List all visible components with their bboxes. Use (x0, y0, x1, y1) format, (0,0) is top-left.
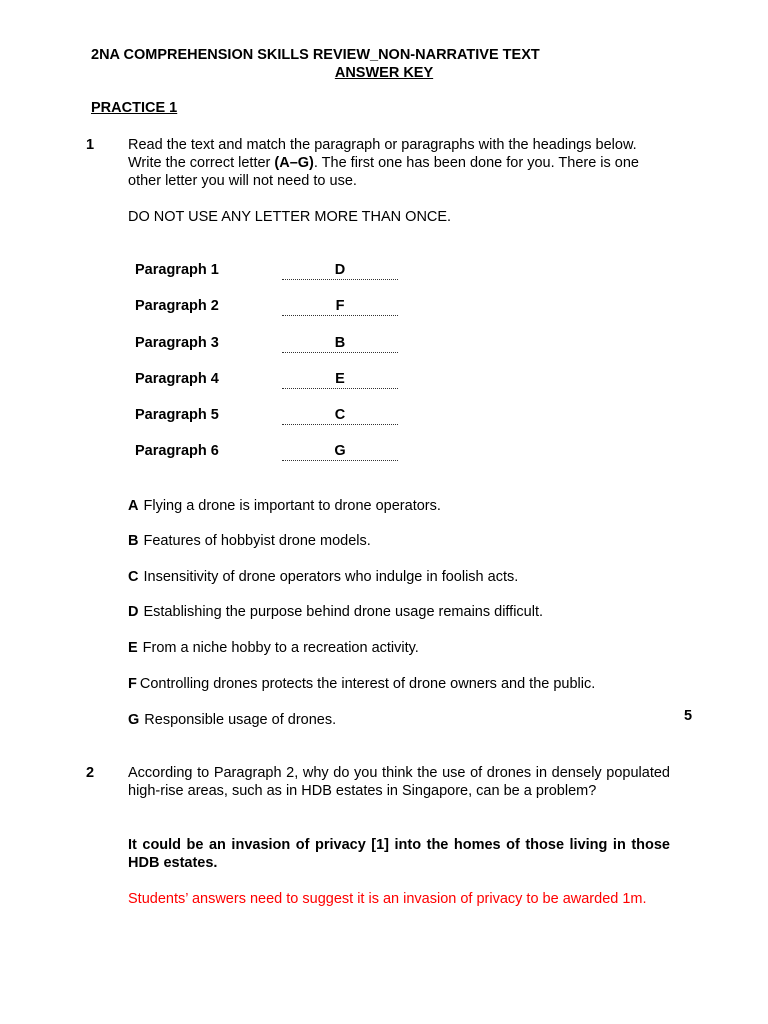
paragraph-label: Paragraph 1 (135, 262, 219, 278)
heading-letter: A (128, 498, 139, 514)
document-subtitle: ANSWER KEY (334, 65, 434, 81)
paragraph-answer: F (282, 298, 398, 316)
heading-letter: G (128, 712, 140, 728)
question-1-warning: DO NOT USE ANY LETTER MORE THAN ONCE. (128, 209, 452, 225)
paragraph-row (135, 443, 405, 463)
question-2-marking-note: Students’ answers need to suggest it is an invasion of privacy to be awarded 1m. (128, 891, 647, 907)
paragraph-row (135, 262, 405, 282)
heading-option (128, 569, 518, 585)
instr-text-a: Read the text and match the paragraph or paragraphs with the headings below. Write the correct letter (128, 137, 637, 171)
question-2-answer: It could be an invasion of privacy [1] into the homes of those living in those HDB estates. (128, 837, 670, 871)
heading-option (128, 712, 336, 728)
paragraph-row (135, 298, 405, 318)
question-2-text: According to Paragraph 2, why do you think the use of drones in densely populated high-rise areas, such as in HDB estates in Singapore, can be a problem? (128, 765, 670, 799)
heading-text: From a niche hobby to a recreation activity. (142, 640, 419, 656)
heading-letter: B (128, 533, 139, 549)
instr-text-b: . The first one has been done for you. There is one other letter you will not need to use. (128, 155, 639, 189)
paragraph-answer: C (282, 407, 398, 425)
paragraph-row (135, 335, 405, 355)
paragraph-row (135, 371, 405, 391)
paragraph-answer: D (282, 262, 398, 280)
question-1-instructions (128, 136, 670, 190)
heading-option (128, 604, 543, 620)
paragraph-row (135, 407, 405, 427)
heading-text: Establishing the purpose behind drone usage remains difficult. (143, 604, 544, 620)
paragraph-label: Paragraph 2 (135, 298, 219, 314)
heading-option (128, 498, 441, 514)
heading-option (128, 640, 419, 656)
heading-letter: D (128, 604, 139, 620)
question-2-number: 2 (86, 765, 95, 781)
heading-text: Features of hobbyist drone models. (143, 533, 371, 549)
practice-heading: PRACTICE 1 (91, 100, 178, 116)
question-1-number: 1 (86, 137, 95, 153)
heading-option (128, 676, 595, 692)
instr-letter-range: (A–G) (274, 155, 314, 171)
document-title: 2NA COMPREHENSION SKILLS REVIEW_NON-NARRATIVE TEXT (91, 47, 540, 63)
heading-text: Controlling drones protects the interest of drone owners and the public. (139, 676, 596, 692)
heading-text: Responsible usage of drones. (144, 712, 337, 728)
paragraph-label: Paragraph 6 (135, 443, 219, 459)
heading-text: Insensitivity of drone operators who indulge in foolish acts. (143, 569, 519, 585)
paragraph-label: Paragraph 3 (135, 335, 219, 351)
paragraph-label: Paragraph 4 (135, 371, 219, 387)
paragraph-answer: B (282, 335, 398, 353)
paragraph-answer: E (282, 371, 398, 389)
heading-text: Flying a drone is important to drone operators. (143, 498, 441, 514)
paragraph-label: Paragraph 5 (135, 407, 219, 423)
heading-letter: E (128, 640, 138, 656)
paragraph-answer: G (282, 443, 398, 461)
heading-letter: F (128, 676, 137, 692)
heading-option (128, 533, 371, 549)
heading-letter: C (128, 569, 139, 585)
question-1-marks: 5 (684, 708, 693, 724)
